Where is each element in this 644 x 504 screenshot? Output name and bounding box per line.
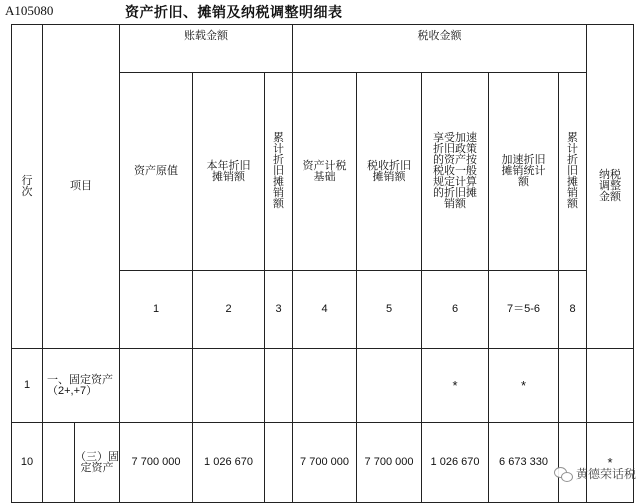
row-c6: 1 026 670 — [422, 423, 489, 503]
row-c1: 7 700 000 — [120, 423, 193, 503]
header-tax-amount: 税收金额 — [293, 25, 587, 73]
row-c6: * — [422, 349, 489, 423]
row-c8 — [559, 423, 587, 503]
row-c5 — [357, 349, 422, 423]
col-index-8: 8 — [559, 271, 587, 349]
col-index-7: 7＝5-6 — [489, 271, 559, 349]
header-adjustment: 纳税 调整 金额 — [587, 25, 634, 349]
header-accelerated-general: 享受加速 折旧政策 的资产按 税收一般 规定计算 的折旧摊 销额 — [422, 73, 489, 271]
row-line: 1 — [12, 349, 43, 423]
row-c8 — [559, 349, 587, 423]
header-original-value: 资产原值 — [120, 73, 193, 271]
watermark — [554, 465, 636, 482]
watermark-text: 黄德荣话税 — [575, 467, 636, 481]
depreciation-table — [11, 24, 634, 503]
header-tax-cumulative: 累 计 折 旧 摊 销 额 — [559, 73, 587, 271]
row-c7: * — [489, 349, 559, 423]
row-c1 — [120, 349, 193, 423]
row-c9 — [587, 349, 634, 423]
col-index-4: 4 — [293, 271, 357, 349]
header-tax-depreciation: 税收折旧 摊销额 — [357, 73, 422, 271]
col-index-6: 6 — [422, 271, 489, 349]
row-item: （三）固定资产 — [75, 423, 120, 503]
col-index-2: 2 — [193, 271, 265, 349]
header-current-depreciation: 本年折旧 摊销额 — [193, 73, 265, 271]
col-index-5: 5 — [357, 271, 422, 349]
col-index-3: 3 — [265, 271, 293, 349]
row-c3 — [265, 349, 293, 423]
row-item: 一、固定资产（2+,+7） — [43, 349, 120, 423]
table-row — [12, 423, 634, 503]
header-book-cumulative: 累 计 折 旧 摊 销 额 — [265, 73, 293, 271]
row-c5: 7 700 000 — [357, 423, 422, 503]
header-accelerated-stat: 加速折旧 摊销统计 额 — [489, 73, 559, 271]
header-item: 项目 — [43, 25, 120, 349]
row-c4 — [293, 349, 357, 423]
row-c7: 6 673 330 — [489, 423, 559, 503]
row-indent — [43, 423, 75, 503]
row-line: 10 — [12, 423, 43, 503]
header-book-amount: 账载金额 — [120, 25, 293, 73]
col-index-1: 1 — [120, 271, 193, 349]
wechat-icon — [554, 467, 572, 481]
header-row-no: 行 次 — [12, 25, 43, 349]
form-title: 资产折旧、摊销及纳税调整明细表 — [125, 4, 343, 20]
row-c3 — [265, 423, 293, 503]
row-c9: * — [587, 423, 634, 503]
row-c2: 1 026 670 — [193, 423, 265, 503]
header-tax-basis: 资产计税 基础 — [293, 73, 357, 271]
form-code: A105080 — [5, 3, 54, 18]
row-c2 — [193, 349, 265, 423]
table-row — [12, 349, 634, 423]
row-c4: 7 700 000 — [293, 423, 357, 503]
